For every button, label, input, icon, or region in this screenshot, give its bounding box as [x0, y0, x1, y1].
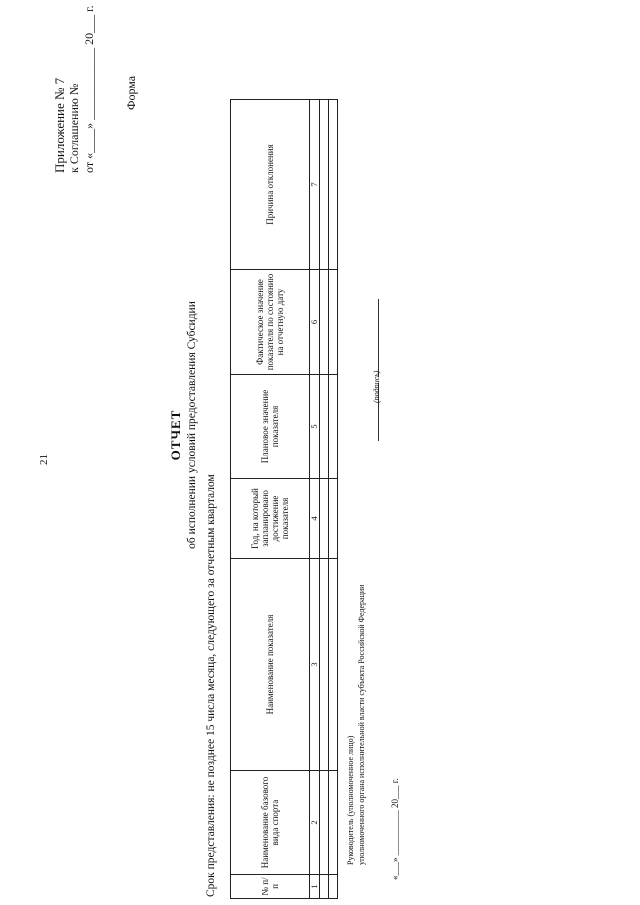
column-number: 7: [310, 100, 320, 270]
empty-cell: [329, 559, 338, 771]
table-header-row: [231, 100, 310, 899]
empty-cell: [320, 875, 329, 899]
submission-deadline: Срок представления: не позднее 15 числа месяца, следующего за отчетным кварталом: [205, 474, 217, 897]
header-indicator-name: Наименование показателя: [231, 559, 310, 771]
report-title: ОТЧЕТ: [168, 409, 183, 461]
empty-cell: [320, 100, 329, 270]
empty-cell: [329, 875, 338, 899]
header-deviation-reason: Причина отклонения: [231, 100, 310, 270]
signature-caption: (подпись): [372, 370, 381, 403]
empty-cell: [320, 479, 329, 559]
column-number: 1: [310, 875, 320, 899]
column-number: 6: [310, 270, 320, 375]
header-actual-value: Фактическое значение показателя по состоянию на отчетную дату: [231, 270, 310, 375]
report-subtitle: об исполнении условий предоставления Субсидии: [186, 301, 198, 549]
header-row-number: № п/п: [231, 875, 310, 899]
agreement-date: от «____» ____________ 20___ г.: [82, 5, 96, 173]
column-number: 4: [310, 479, 320, 559]
column-number: 3: [310, 559, 320, 771]
empty-cell: [329, 375, 338, 479]
signature-date: «___» __________ 20___ г.: [390, 778, 400, 880]
empty-cell: [320, 771, 329, 875]
column-number: 5: [310, 375, 320, 479]
report-table: [230, 99, 338, 899]
header-planned-value: Плановое значение показателя: [231, 375, 310, 479]
empty-cell: [320, 375, 329, 479]
name-line: [378, 299, 379, 377]
form-label: Форма: [124, 75, 138, 110]
empty-cell: [329, 100, 338, 270]
empty-cell: [329, 479, 338, 559]
signer-title: Руководитель (уполномоченное лицо): [346, 735, 355, 865]
empty-cell: [329, 771, 338, 875]
empty-table-row: [320, 100, 329, 899]
column-number-row: [310, 100, 320, 899]
empty-cell: [329, 270, 338, 375]
empty-table-row: [329, 100, 338, 899]
signer-organization: уполномоченного органа исполнительной власти субъекта Российской Федерации: [357, 584, 366, 865]
agreement-reference: к Соглашению №: [67, 83, 81, 173]
appendix-block: [52, 3, 97, 173]
column-number: 2: [310, 771, 320, 875]
header-sport: Наименование базового вида спорта: [231, 771, 310, 875]
appendix-number: Приложение № 7: [52, 77, 67, 173]
header-target-year: Год, на который запланировано достижение показателя: [231, 479, 310, 559]
empty-cell: [320, 270, 329, 375]
empty-cell: [320, 559, 329, 771]
page-number: 21: [38, 454, 50, 465]
